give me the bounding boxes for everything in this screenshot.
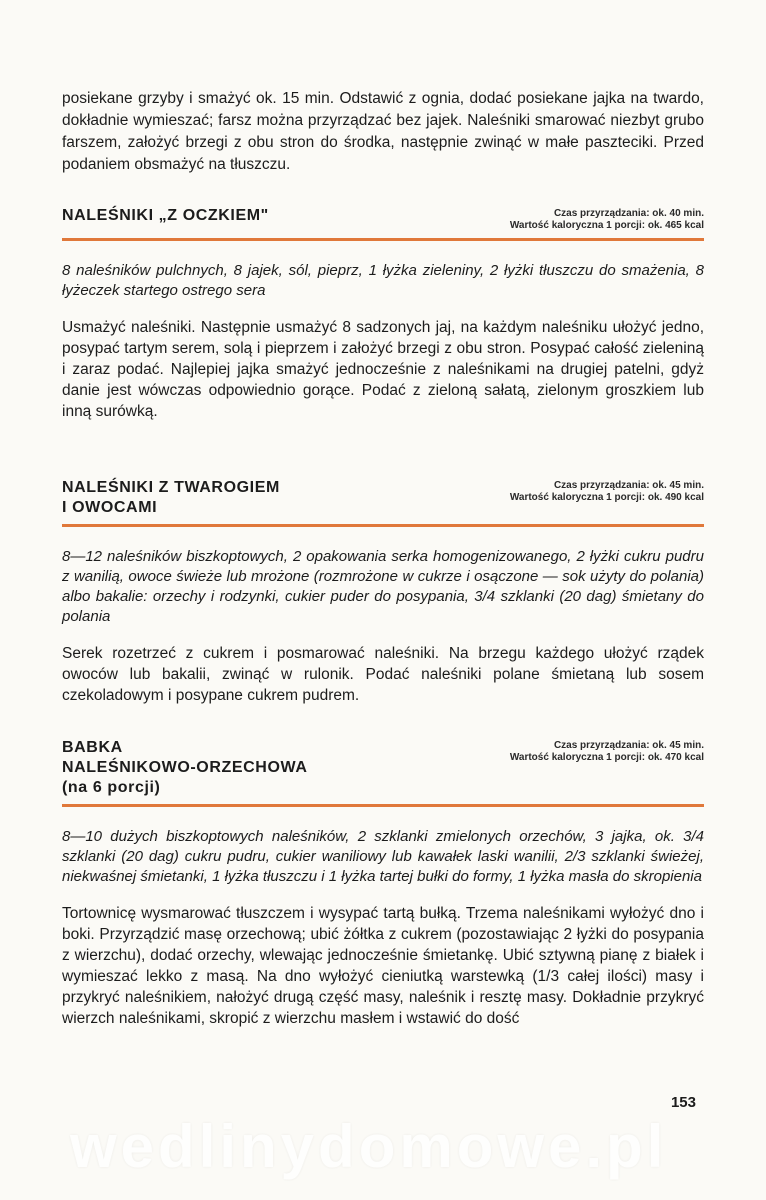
recipe-babka-nalesnikowo-orzechowa (62, 738, 704, 1029)
instructions: Serek rozetrzeć z cukrem i posmarować naleśniki. Na brzegu każdego ułożyć rządek owoców lub bakalii, zwinąć w rulonik. Podać naleśniki polane śmietaną lub sosem czekoladowym i posypane cukrem pudrem. (62, 645, 704, 704)
recipe-title-line: NALEŚNIKOWO-ORZECHOWA (62, 759, 308, 776)
prep-time: Czas przyrządzania: ok. 40 min. (553, 208, 704, 219)
recipe-header (62, 206, 704, 232)
recipe-title (62, 738, 307, 798)
watermark: wedlinydomowe.pl (70, 1113, 668, 1180)
orange-rule (62, 238, 704, 241)
recipe-nalesniki-z-twarogiem (62, 478, 704, 706)
intro-paragraph: posiekane grzyby i smażyć ok. 15 min. Odstawić z ognia, dodać posiekane jajka na twardo, dokładnie wymieszać; farsz można przyrządzać bez jajek. Naleśniki smarować niezbyt grubo farszem, założyć brzegi z obu stron do środka, następnie zwinąć w małe paszteciki. Przed podaniem obsmażyć na tłuszczu. (62, 90, 704, 173)
prep-time: Czas przyrządzania: ok. 45 min. (553, 480, 704, 491)
ingredients: 8—10 dużych biszkoptowych naleśników, 2 szklanki zmielonych orzechów, 3 jajka, ok. 3/4 szklanki (20 dag) cukru pudru, cukier waniliowy lub kawałek laski wanilii, 2/3 szklanki świeżej, niekwaśnej śmietanki, 1 łyżka tłuszczu i 1 łyżka tartej bułki do formy, 1 łyżka masła do skropienia (62, 828, 704, 885)
recipe-meta (510, 478, 704, 504)
instructions: Usmażyć naleśniki. Następnie usmażyć 8 sadzonych jaj, na każdym naleśniku ułożyć jedno, posypać tartym serem, solą i pieprzem i założyć brzegi z obu stron. Posypać całość zieleniną i zaraz podać. Najlepiej jajka smażyć jednocześnie z naleśnikami na drugiej patelni, gdyż danie jest wówczas odpowiednio gorące. Podać z zieloną sałatą, zielonym groszkiem lub inną surówką. (62, 319, 704, 420)
calories: Wartość kaloryczna 1 porcji: ok. 470 kcal (509, 752, 704, 763)
recipe-header (62, 478, 704, 518)
book-page (62, 0, 704, 1200)
recipe-title-line: NALEŚNIKI „Z OCZKIEM" (62, 207, 269, 224)
ingredients: 8—12 naleśników biszkoptowych, 2 opakowania serka homogenizowanego, 2 łyżki cukru pudru z wanilią, owoce świeże lub mrożone (rozmrożone w cukrze i osączone — sok użyty do polania) albo bakalie: orzechy i rodzynki, cukier puder do posypania, 3/4 szklanki (20 dag) śmietany do polania (62, 548, 704, 625)
recipe-title (62, 478, 280, 518)
instructions: Tortownicę wysmarować tłuszczem i wysypać tartą bułką. Trzema naleśnikami wyłożyć dno i boki. Przyrządzić masę orzechową; ubić żółtka z cukrem (pozostawiając 2 łyżki do posypania z wierzchu), dodać orzechy, wlewając jednocześnie śmietankę. Ubić sztywną pianę z białek i wymieszać lekko z masą. Na dno wyłożyć cieniutką warstewką (1/3 całej ilości) masy i przykryć naleśnikiem, nałożyć drugą część masy, naleśnik i resztę masy. Dokładnie przykryć wierzch naleśnikami, skropić z wierzchu masłem i wstawić do dość (62, 905, 704, 1027)
page-number: 153 (670, 1094, 696, 1111)
recipe-title-line: I OWOCAMI (62, 499, 158, 516)
orange-rule (62, 524, 704, 527)
recipe-title-line: BABKA (62, 739, 123, 756)
recipe-title (62, 206, 269, 226)
calories: Wartość kaloryczna 1 porcji: ok. 490 kcal (509, 492, 704, 503)
calories: Wartość kaloryczna 1 porcji: ok. 465 kcal (509, 220, 704, 231)
ingredients: 8 naleśników pulchnych, 8 jajek, sól, pieprz, 1 łyżka zieleniny, 2 łyżki tłuszczu do smażenia, 8 łyżeczek startego ostrego sera (62, 262, 704, 299)
recipe-title-line: (na 6 porcji) (62, 779, 161, 796)
recipe-header (62, 738, 704, 798)
recipe-title-line: NALEŚNIKI Z TWAROGIEM (62, 479, 280, 496)
orange-rule (62, 804, 704, 807)
recipe-meta (510, 206, 704, 232)
recipe-nalesniki-z-oczkiem (62, 206, 704, 422)
prep-time: Czas przyrządzania: ok. 45 min. (553, 740, 704, 751)
recipe-meta (510, 738, 704, 764)
